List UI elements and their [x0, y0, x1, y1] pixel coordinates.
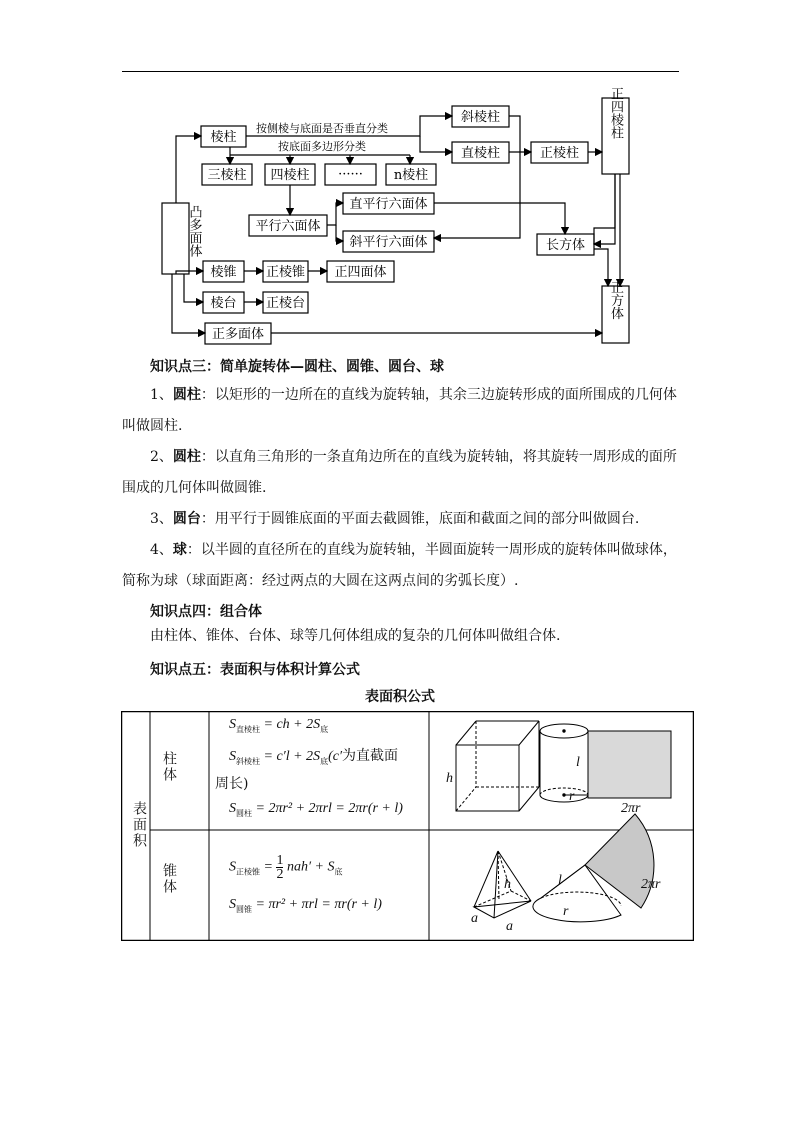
label-cuboid-height: h — [446, 771, 453, 786]
label-cylinder-l: l — [576, 755, 580, 770]
node-convex-polyhedron: 凸多面体 — [149, 205, 202, 220]
row-header-surface-area: 表面积 — [131, 801, 147, 849]
node-quadrangular-prism: 四棱柱 — [270, 168, 310, 183]
node-right-parallelepiped: 直平行六面体 — [349, 197, 428, 212]
node-prism: 棱柱 — [210, 130, 237, 145]
section-title-k5: 知识点五：表面积与体积计算公式 — [150, 662, 360, 678]
node-regular-polyhedron: 正多面体 — [211, 327, 265, 342]
cell-pyramid-solid: 锥体 — [161, 863, 177, 895]
section-title-k4: 知识点四：组合体 — [150, 604, 262, 620]
formula-right-prism: $S_{直棱柱}$ = ch + $2S_底$ — [229, 717, 329, 734]
cuboid-figure — [456, 721, 539, 811]
formula-regular-pyramid: $S_{正棱锥}$ = $\frac{1}{2}$ $nah' + S_底$ — [229, 853, 343, 882]
paragraph-1: 1、圆柱：以矩形的一边所在的直线为旋转轴，其余三边旋转形成的面所围成的几何体叫做圆柱. — [122, 387, 677, 434]
node-right-prism: 直棱柱 — [460, 146, 501, 161]
paragraph-k4: 由柱体、锥体、台体、球等几何体组成的复杂的几何体叫做组合体. — [150, 628, 561, 644]
cell-prism-solid: 柱体 — [161, 751, 177, 783]
node-oblique-parallelepiped: 斜平行六面体 — [349, 235, 428, 250]
node-regular-square-prism: 正四棱柱 — [608, 87, 623, 139]
node-regular-pyramid: 正棱锥 — [265, 265, 306, 280]
node-oblique-prism: 斜棱柱 — [460, 110, 501, 125]
paragraph-4: 4、球：以半圆的直径所在的直线为旋转轴，半圆面旋转一周形成的旋转体叫做球体，简称为球（球面距离：经过两点的大圆在这两点间的劣弧长度）. — [122, 542, 677, 589]
node-cuboid: 长方体 — [545, 238, 586, 253]
node-regular-prism: 正棱柱 — [539, 146, 580, 161]
cylinder-figure — [540, 724, 588, 802]
polyhedron-classification-diagram — [0, 0, 800, 345]
table-title: 表面积公式 — [365, 689, 435, 705]
edge-label-by-base: 按底面多边形分类 — [278, 140, 366, 153]
surface-area-table — [121, 711, 694, 941]
formula-cone: $S_{圆锥} = \pi r^2 + \pi rl = \pi r(r + l)$ — [229, 897, 382, 914]
edge-label-by-side: 按侧棱与底面是否垂直分类 — [256, 122, 388, 135]
node-parallelepiped: 平行六面体 — [255, 219, 321, 234]
node-n-prism: n棱柱 — [393, 168, 429, 183]
node-cube: 正方体 — [608, 280, 623, 320]
label-cone-l: l — [558, 873, 562, 888]
label-cylinder-r: r — [569, 789, 575, 804]
node-triangular-prism: 三棱柱 — [207, 168, 247, 183]
label-cone-r: r — [563, 904, 569, 919]
unrolled-rectangle — [588, 731, 671, 798]
paragraph-3: 3、圆台：用平行于圆锥底面的平面去截圆锥，底面和截面之间的部分叫做圆台. — [150, 511, 640, 527]
formula-oblique-prism: $S_{斜棱柱} = c'l + 2S_底(c'$为直截面 — [229, 748, 399, 766]
formula-cylinder: $S_{圆柱} = 2\pi r^2 + 2\pi rl = 2\pi r(r + l)$ — [229, 801, 403, 818]
label-pyramid-a1: a — [471, 911, 478, 926]
label-pyramid-h: h — [504, 877, 511, 892]
node-regular-tetrahedron: 正四面体 — [334, 265, 387, 280]
node-pyramid: 棱锥 — [210, 265, 237, 280]
node-regular-frustum: 正棱台 — [265, 296, 306, 311]
pyramid-figure — [474, 851, 531, 918]
label-pyramid-a2: a — [506, 919, 513, 934]
label-cylinder-2pir: 2πr — [621, 801, 641, 816]
node-frustum: 棱台 — [210, 296, 237, 311]
section-title-k3: 知识点三：简单旋转体—圆柱、圆锥、圆台、球 — [150, 359, 444, 375]
formula-oblique-note: 周长) — [215, 776, 249, 792]
label-cone-2pir: 2πr — [641, 877, 661, 892]
node-ellipsis: ······ — [338, 167, 363, 182]
paragraph-2: 2、圆柱：以直角三角形的一条直角边所在的直线为旋转轴，将其旋转一周形成的面所围成的几何体叫做圆锥. — [122, 449, 677, 496]
